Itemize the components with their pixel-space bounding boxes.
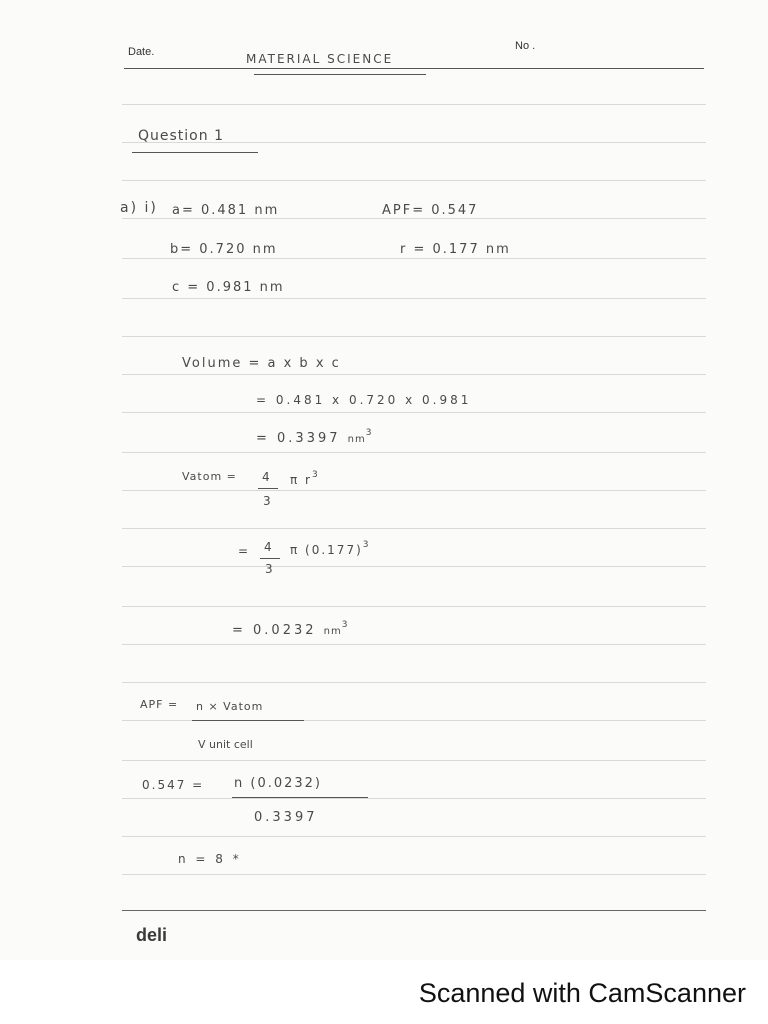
vatom-exponent: 3	[311, 470, 318, 480]
notebook-brand-logo: deli	[136, 925, 168, 945]
apf-fraction-bar	[192, 720, 304, 721]
ruled-line	[122, 412, 706, 413]
vatom-result-exponent: 3	[341, 620, 348, 630]
title-underline	[254, 74, 426, 75]
value-b: b= 0.720 nm	[170, 242, 278, 257]
vatom-sub-fraction-bar	[260, 558, 280, 559]
vatom-fraction-bar	[258, 488, 278, 489]
apf-denominator: V unit cell	[198, 738, 253, 751]
ruled-line	[122, 528, 706, 529]
volume-substitution: = 0.481 x 0.720 x 0.981	[256, 393, 472, 407]
vatom-result	[232, 620, 347, 638]
no-label: No .	[515, 40, 536, 52]
part-label: a) i)	[120, 200, 158, 216]
ruled-line	[122, 682, 706, 683]
vatom-sub-numerator: 4	[264, 540, 274, 554]
volume-result-unit: nm	[347, 434, 366, 445]
ruled-line	[122, 452, 706, 453]
ruled-line	[122, 336, 706, 337]
ruled-line	[122, 874, 706, 875]
footer-rule	[122, 910, 706, 911]
ruled-line	[122, 374, 706, 375]
scanner-watermark: Scanned with CamScanner	[418, 978, 746, 1008]
page-title: MATERIAL SCIENCE	[246, 52, 394, 66]
header-rule	[124, 68, 704, 69]
ruled-line	[122, 104, 706, 105]
vatom-sub-expression	[290, 540, 369, 557]
question-heading: Question 1	[138, 128, 224, 144]
value-a: a= 0.481 nm	[172, 203, 280, 218]
final-answer: n = 8 *	[178, 852, 242, 866]
ruled-line	[122, 644, 706, 645]
vatom-sub-exponent: 3	[362, 540, 369, 550]
apf-numerator: n × Vatom	[196, 700, 264, 713]
vatom-sub-expression-text: π (0.177)	[290, 543, 363, 557]
value-r: r = 0.177 nm	[400, 242, 511, 257]
vatom-denominator: 3	[263, 494, 273, 508]
vatom-sub-denominator: 3	[265, 562, 275, 576]
ruled-line	[122, 298, 706, 299]
vatom-expression-text: π r	[290, 473, 312, 487]
apf-sub-fraction-bar	[232, 797, 368, 798]
volume-formula: Volume = a x b x c	[182, 356, 341, 371]
apf-sub-label: 0.547 =	[142, 778, 205, 792]
volume-exponent: 3	[365, 428, 372, 438]
vatom-expression	[290, 470, 318, 487]
vatom-result-unit: nm	[323, 626, 342, 637]
vatom-numerator: 4	[262, 470, 272, 484]
vatom-result-value: = 0.0232	[232, 623, 317, 638]
ruled-line	[122, 760, 706, 761]
ruled-line	[122, 180, 706, 181]
vatom-sub-equals: =	[238, 544, 251, 558]
apf-sub-numerator: n (0.0232)	[234, 776, 323, 791]
ruled-line	[122, 566, 706, 567]
value-c: c = 0.981 nm	[172, 280, 285, 295]
ruled-line	[122, 798, 706, 799]
apf-label: APF =	[140, 698, 179, 711]
vatom-label: Vatom =	[182, 470, 237, 483]
ruled-line	[122, 606, 706, 607]
ruled-line	[122, 258, 706, 259]
value-apf: APF= 0.547	[382, 203, 479, 218]
volume-result	[256, 428, 371, 446]
ruled-line	[122, 836, 706, 837]
ruled-line	[122, 490, 706, 491]
date-label: Date.	[128, 46, 155, 58]
ruled-line	[122, 218, 706, 219]
volume-result-value: = 0.3397	[256, 431, 341, 446]
question-underline	[132, 152, 258, 153]
apf-sub-denominator: 0.3397	[254, 810, 318, 825]
